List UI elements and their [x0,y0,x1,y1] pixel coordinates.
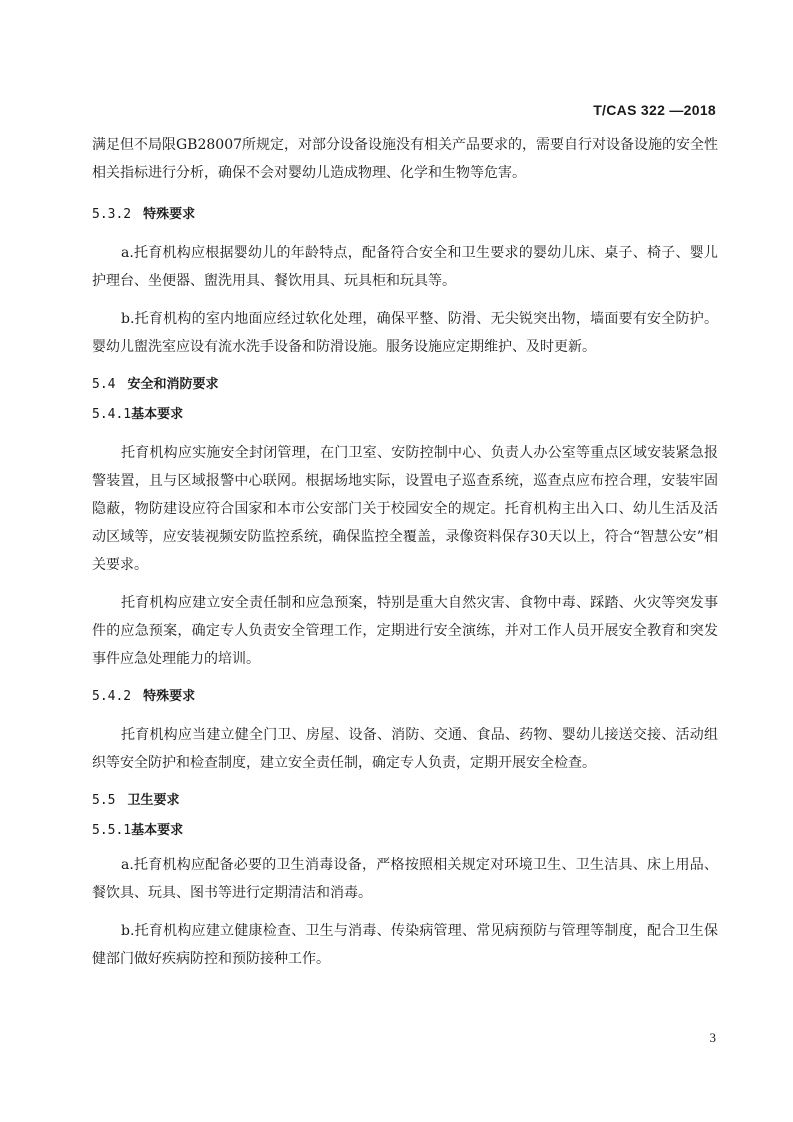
section-number: 5.3.2 [92,207,132,222]
section-title: 特殊要求 [143,207,196,222]
section-number: 5.4 [92,377,116,392]
section-5-5-heading [92,791,718,811]
section-5-3-2-heading [92,205,718,225]
paragraph-5-4-2-1: 托育机构应当建立健全门卫、房屋、设备、消防、交通、食品、药物、婴幼儿接送交接、活动组织等安全防护和检查制度，建立安全责任制，确定专人负责，定期开展安全检查。 [92,727,718,771]
section-5-4-2-heading [92,687,718,707]
paragraph-5-3-2-b: b.托育机构的室内地面应经过软化处理，确保平整、防滑、无尖锐突出物，墙面要有安全防护。婴幼儿盥洗室应设有流水洗手设备和防滑设施。服务设施应定期维护、及时更新。 [92,311,718,355]
section-5-5-1-heading [92,821,718,841]
section-title: 特殊要求 [143,689,196,704]
section-number: 5.4.1 [92,407,132,422]
standard-code: T/CAS 322 —2018 [593,102,716,118]
section-number: 5.5 [92,793,116,808]
continued-paragraph: 满足但不局限GB28007所规定，对部分设备设施没有相关产品要求的，需要自行对设备设施的安全性相关指标进行分析，确保不会对婴幼儿造成物理、化学和生物等危害。 [92,137,719,181]
paragraph-5-4-1-2: 托育机构应建立安全责任制和应急预案，特别是重大自然灾害、食物中毒、踩踏、火灾等突发事件的应急预案，确定专人负责安全管理工作，定期进行安全演练，并对工作人员开展安全教育和突发事件应急处理能力的培训。 [92,595,718,667]
document-body [92,131,718,973]
page-number: 3 [709,1030,716,1045]
paragraph-5-4-1-1: 托育机构应实施安全封闭管理，在门卫室、安防控制中心、负责人办公室等重点区域安装紧急报警装置，且与区域报警中心联网。根据场地实际，设置电子巡查系统，巡查点应布控合理，安装牢固隐蔽，物防建设应符合国家和本市公安部门关于校园安全的规定。托育机构主出入口、幼儿生活及活动区域等，应安装视频安防监控系统，确保监控全覆盖，录像资料保存30天以上，符合“智慧公安”相关要求。 [92,445,718,573]
paragraph-5-5-1-a: a.托育机构应配备必要的卫生消毒设备，严格按照相关规定对环境卫生、卫生洁具、床上用品、餐饮具、玩具、图书等进行定期清洁和消毒。 [92,857,718,901]
section-5-4-heading [92,375,718,395]
section-number: 5.4.2 [92,689,132,704]
section-title: 卫生要求 [127,793,180,808]
section-number: 5.5.1 [92,823,132,838]
section-title: 安全和消防要求 [127,377,219,392]
paragraph-5-5-1-b: b.托育机构应建立健康检查、卫生与消毒、传染病管理、常见病预防与管理等制度，配合卫生保健部门做好疾病防控和预防接种工作。 [92,923,718,967]
section-title: 基本要求 [131,407,184,422]
section-5-4-1-heading [92,405,718,425]
paragraph-5-3-2-a: a.托育机构应根据婴幼儿的年龄特点，配备符合安全和卫生要求的婴幼儿床、桌子、椅子、婴儿护理台、坐便器、盥洗用具、餐饮用具、玩具柜和玩具等。 [92,245,718,289]
section-title: 基本要求 [131,823,184,838]
